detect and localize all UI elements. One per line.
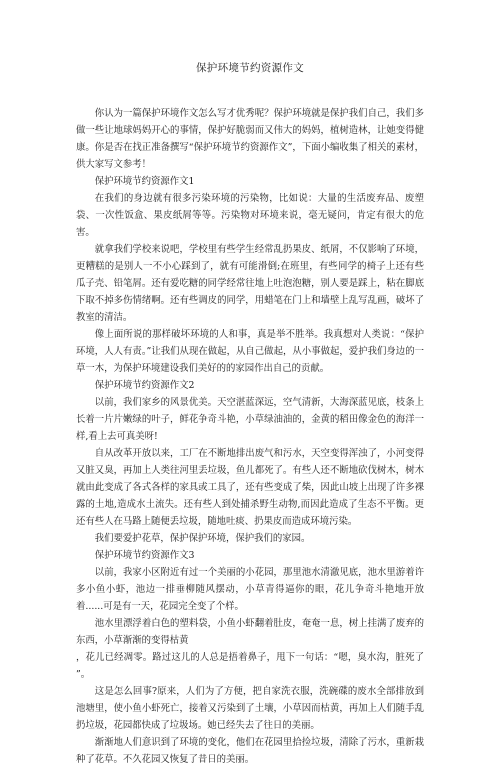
paragraph-continuation: ，花儿已经凋零。路过这儿的人总是捂着鼻子，甩下一句话：“嗯，臭水沟，脏死了 ”。 [76, 652, 424, 680]
paragraph: 这是怎么回事?原来，人们为了方便，把自家洗衣服，洗碗碟的废水全部排放到池塘里，使小鱼小虾死亡，接着又污染到了土壤，小草因而枯黄，再加上人们随手乱扔垃圾，花园都快成了垃圾场。她已经失去了往日的美丽。 [76, 686, 424, 731]
section-heading-2: 保护环境节约资源作文2 [94, 380, 195, 391]
paragraph: 就拿我们学校来说吧，学校里有些学生经常乱扔果皮、纸屑，不仅影响了环境，更糟糕的是别人一不小心踩到了，就有可能滑倒;在班里，有些同学的椅子上还有些瓜子壳、铅笔屑。还有爱吃糖的同学经常往地上吐泡泡糖，别人要是踩上，粘在脚底下取不掉多伤情绪啊。还有些调皮的同学，用蜡笔在门上和墙壁上乱写乱画，破坏了教室的清洁。 [76, 244, 424, 323]
section-heading-3: 保护环境节约资源作文3 [94, 550, 195, 561]
document-body [76, 105, 424, 768]
document-title: 保护环境节约资源作文 [196, 62, 304, 74]
paragraph: 以前，我们家乡的风景优美。天空湛蓝深远，空气清新，大海深蓝见底，枝条上长着一片片嫩绿的叶子，鲜花争奇斗艳，小草绿油油的，金黄的稻田像金色的海洋一样,看上去可真美呀! [76, 397, 424, 442]
section-heading-1: 保护环境节约资源作文1 [94, 176, 195, 187]
paragraph: 以前，我家小区附近有过一个美丽的小花园，那里池水清澈见底，池水里游着许多小鱼小虾，池边一排垂柳随风摆动，小草青得逼你的眼，花儿争奇斗艳地开放着......可是有一天，花园完全变了个样。 [76, 567, 424, 612]
paragraph: 渐渐地人们意识到了环境的变化，他们在花园里拾捡垃圾，清除了污水，重新栽种了花草。不久花园又恢复了昔日的美丽。 [76, 737, 424, 765]
paragraph: 池水里漂浮着白色的塑料袋，小鱼小虾翻着肚皮，奄奄一息，树上挂满了废弃的东西，小草渐渐的变得枯黄 [76, 618, 424, 646]
paragraph: 自从改革开放以来，工厂在不断地排出废气和污水，天空变得浑浊了，小河变得又脏又臭，再加上人类往河里丢垃圾，鱼儿都死了。有些人还不断地砍伐树木，树木就由此变成了各式各样的家具或工具了，还有些变成了柴，因此山坡上出现了许多裸露的土地,造成水土流失。还有些人到处捕杀野生动物,而因此造成了生态不平衡。更还有些人在马路上随便丢垃圾，随地吐痰、扔果皮而造成环境污染。 [76, 448, 424, 527]
paragraph: 像上面所说的那样破坏环境的人和事，真是举不胜举。我真想对人类说：“保护环境，人人有责。”让我们从现在做起，从自己做起，从小事做起，爱护我们身边的一草一木，为保护环境建设我们美好的的家园作出自己的贡献。 [76, 329, 424, 374]
paragraph: 在我们的身边就有很多污染环境的污染物，比如说：大量的生活废弃品、废塑袋、一次性饭盒、果皮纸屑等等。污染物对环境来说，毫无疑问，肯定有很大的危害。 [76, 193, 424, 238]
paragraph: 我们要爱护花草，保护保护环境，保护我们的家园。 [94, 533, 311, 544]
paragraph-intro: 你认为一篇保护环境作文怎么写才优秀呢？保护环境就是保护我们自己，我们多做一些让地球妈妈开心的事情，保护好脆弱而又伟大的妈妈，植树造林，让她变得健康。你是否在找正准备撰写“保护环境节约资源作文”，下面小编收集了相关的素材，供大家写文参考！ [76, 108, 424, 170]
